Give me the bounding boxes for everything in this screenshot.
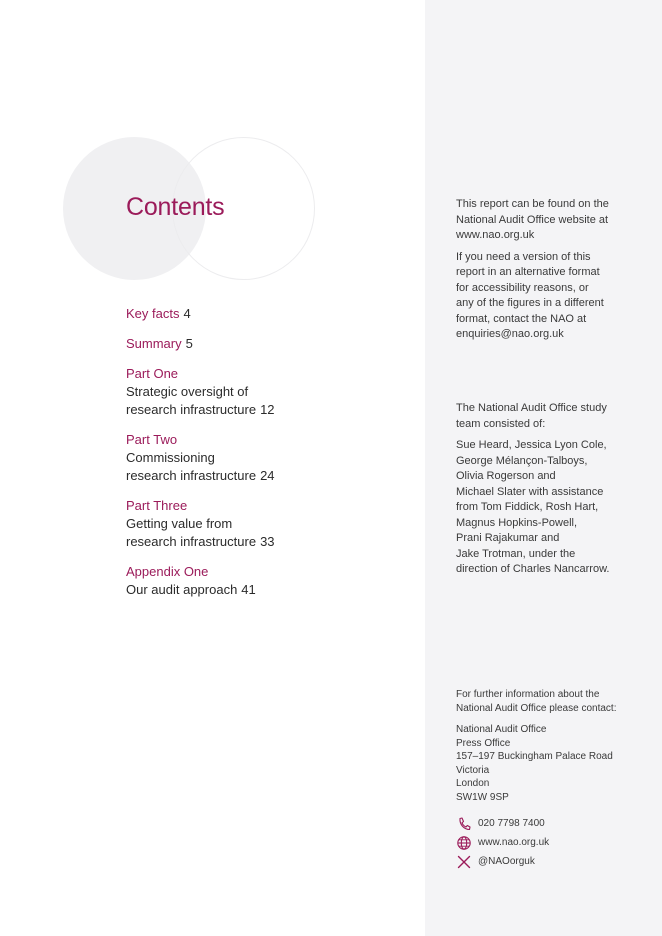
team-note	[456, 401, 636, 584]
address-line: Press Office	[456, 737, 511, 749]
toc-heading: Key facts	[126, 306, 180, 321]
contact-text[interactable]: www.nao.org.uk	[478, 836, 550, 848]
toc-heading: Summary	[126, 336, 182, 351]
toc-entry[interactable]	[126, 335, 416, 353]
toc-entry[interactable]	[126, 497, 416, 551]
website-note	[456, 197, 636, 349]
toc-entry[interactable]	[126, 431, 416, 485]
toc-subtitle-line: Strategic oversight of	[126, 384, 249, 399]
address-line: London	[456, 778, 490, 789]
team-member-line: Michael Slater with assistance	[456, 485, 604, 498]
globe-icon	[456, 835, 472, 851]
toc-entry[interactable]	[126, 305, 416, 323]
format-note-line: If you need a version of this	[456, 250, 591, 263]
format-note-line: report in an alternative format	[456, 266, 600, 278]
team-member-line: Olivia Rogerson and	[456, 470, 556, 482]
website-note-line[interactable]: www.nao.org.uk	[456, 229, 535, 241]
toc-heading: Appendix One	[126, 564, 209, 579]
toc-subtitle-line: research infrastructure	[126, 402, 257, 417]
team-member-line: Prani Rajakumar and	[456, 532, 560, 544]
format-note-line: for accessibility reasons, or	[456, 281, 589, 294]
team-member-line: Sue Heard, Jessica Lyon Cole,	[456, 439, 607, 451]
toc-subtitle-line: research infrastructure	[126, 468, 257, 483]
x-logo-icon	[456, 854, 472, 870]
address-line: 157–197 Buckingham Palace Road	[456, 751, 613, 762]
contact-row[interactable]	[456, 814, 636, 833]
toc-subtitle-line: research infrastructure	[126, 534, 257, 549]
contact-list	[456, 814, 636, 871]
toc-page-number: 24	[260, 468, 275, 483]
contact-text[interactable]: @NAOorguk	[478, 855, 535, 867]
table-of-contents	[126, 305, 416, 611]
team-intro-line: The National Audit Office study	[456, 402, 607, 414]
team-member-line: Jake Trotman, under the	[456, 547, 576, 560]
toc-page-number: 41	[241, 582, 256, 597]
website-note-line: National Audit Office website at	[456, 213, 609, 226]
team-member-line: Magnus Hopkins-Powell,	[456, 516, 578, 529]
toc-subtitle-line: Commissioning	[126, 450, 215, 465]
toc-page-number: 5	[185, 336, 193, 351]
toc-entry[interactable]	[126, 563, 416, 599]
toc-page-number: 33	[260, 534, 275, 549]
team-member-line: direction of Charles Nancarrow.	[456, 563, 610, 575]
contact-row[interactable]	[456, 852, 636, 871]
team-member-line: from Tom Fiddick, Rosh Hart,	[456, 501, 599, 513]
address-line: Victoria	[456, 764, 490, 776]
toc-page-number: 4	[183, 306, 191, 321]
address-line: National Audit Office	[456, 724, 547, 735]
team-intro-line: team consisted of:	[456, 417, 546, 430]
contact-text[interactable]: 020 7798 7400	[478, 817, 545, 829]
toc-subtitle-line: Getting value from	[126, 516, 233, 531]
address-line: SW1W 9SP	[456, 791, 509, 803]
format-note-line: format, contact the NAO at	[456, 312, 587, 325]
contact-block	[456, 688, 636, 871]
format-note-line: any of the figures in a different	[456, 297, 604, 309]
contact-row[interactable]	[456, 833, 636, 852]
page-title: Contents	[126, 193, 225, 221]
format-note-line[interactable]: enquiries@nao.org.uk	[456, 328, 564, 340]
toc-heading: Part Three	[126, 498, 188, 513]
phone-icon	[456, 816, 472, 832]
website-note-line: This report can be found on the	[456, 198, 609, 210]
further-info-line: For further information about the	[456, 689, 600, 700]
team-member-line: George Mélançon-Talboys,	[456, 454, 588, 467]
toc-heading: Part Two	[126, 432, 178, 447]
toc-page-number: 12	[260, 402, 275, 417]
toc-heading: Part One	[126, 366, 179, 381]
further-info-line: National Audit Office please contact:	[456, 702, 617, 714]
toc-entry[interactable]	[126, 365, 416, 419]
toc-subtitle-line: Our audit approach	[126, 582, 238, 597]
